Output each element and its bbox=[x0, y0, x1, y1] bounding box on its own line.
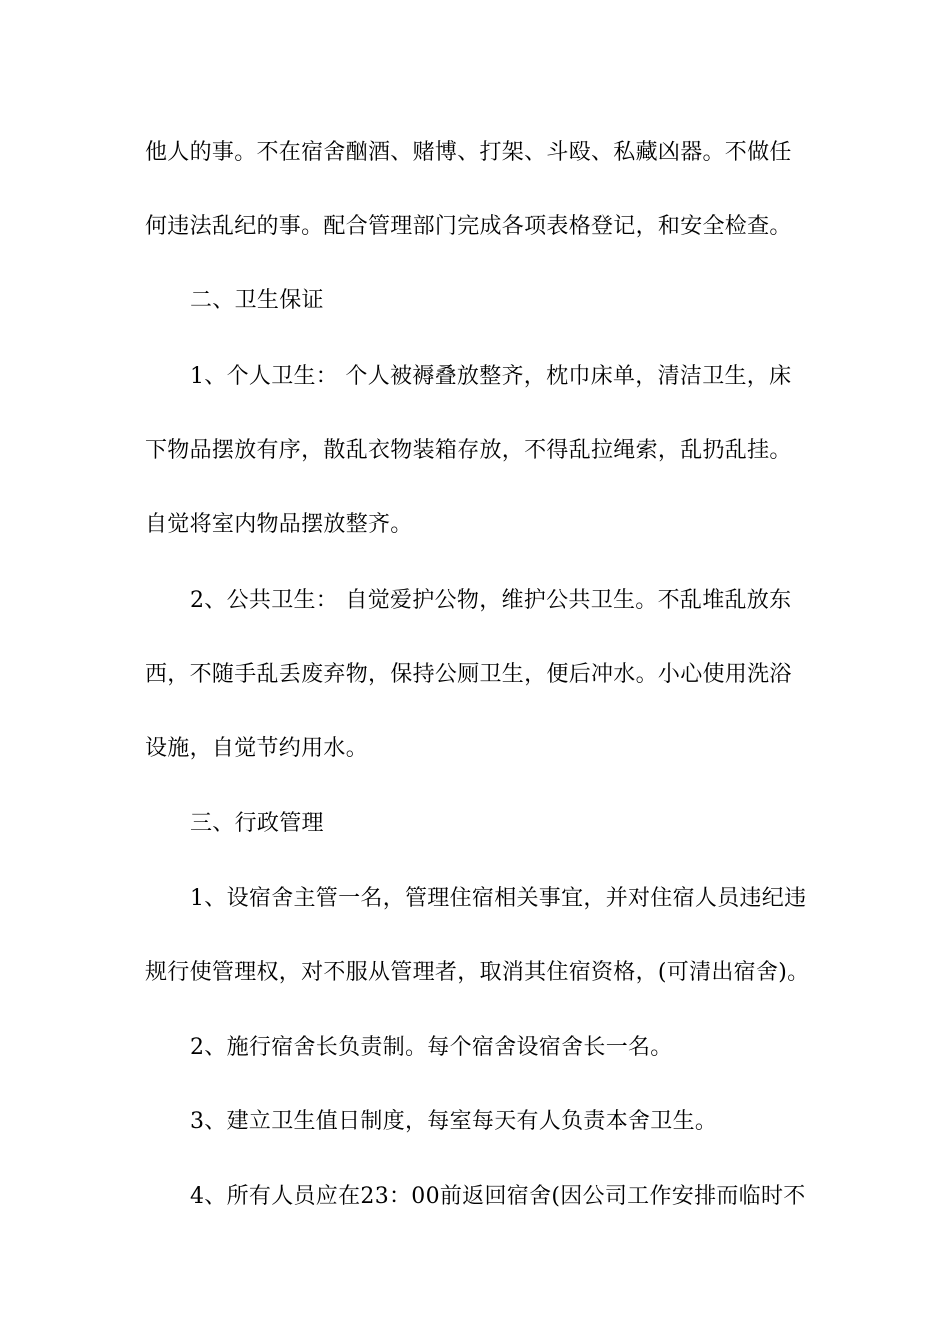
paragraph-line: 4、所有人员应在23：00前返回宿舍(因公司工作安排而临时不 bbox=[190, 1184, 806, 1209]
section-heading: 二、卫生保证 bbox=[190, 288, 324, 313]
section-heading: 三、行政管理 bbox=[190, 811, 324, 836]
paragraph-line: 2、公共卫生： 自觉爱护公物，维护公共卫生。不乱堆乱放东 bbox=[190, 588, 792, 613]
paragraph-line: 何违法乱纪的事。配合管理部门完成各项表格登记，和安全检查。 bbox=[145, 214, 792, 239]
paragraph-line: 1、设宿舍主管一名，管理住宿相关事宜，并对住宿人员违纪违 bbox=[190, 886, 807, 911]
paragraph-line: 2、施行宿舍长负责制。每个宿舍设宿舍长一名。 bbox=[190, 1035, 673, 1060]
paragraph-line: 1、个人卫生： 个人被褥叠放整齐，枕巾床单，清洁卫生，床 bbox=[190, 364, 792, 389]
paragraph-line: 自觉将室内物品摆放整齐。 bbox=[145, 512, 413, 537]
paragraph-line: 下物品摆放有序，散乱衣物装箱存放，不得乱拉绳索，乱扔乱挂。 bbox=[145, 438, 792, 463]
paragraph-line: 他人的事。不在宿舍酗酒、赌博、打架、斗殴、私藏凶器。不做任 bbox=[145, 140, 792, 165]
paragraph-line: 西，不随手乱丢废弃物，保持公厕卫生，便后冲水。小心使用洗浴 bbox=[145, 662, 792, 687]
paragraph-line: 规行使管理权，对不服从管理者，取消其住宿资格，(可清出宿舍)。 bbox=[145, 960, 810, 985]
paragraph-line: 3、建立卫生值日制度，每室每天有人负责本舍卫生。 bbox=[190, 1109, 718, 1134]
paragraph-line: 设施，自觉节约用水。 bbox=[145, 736, 369, 761]
